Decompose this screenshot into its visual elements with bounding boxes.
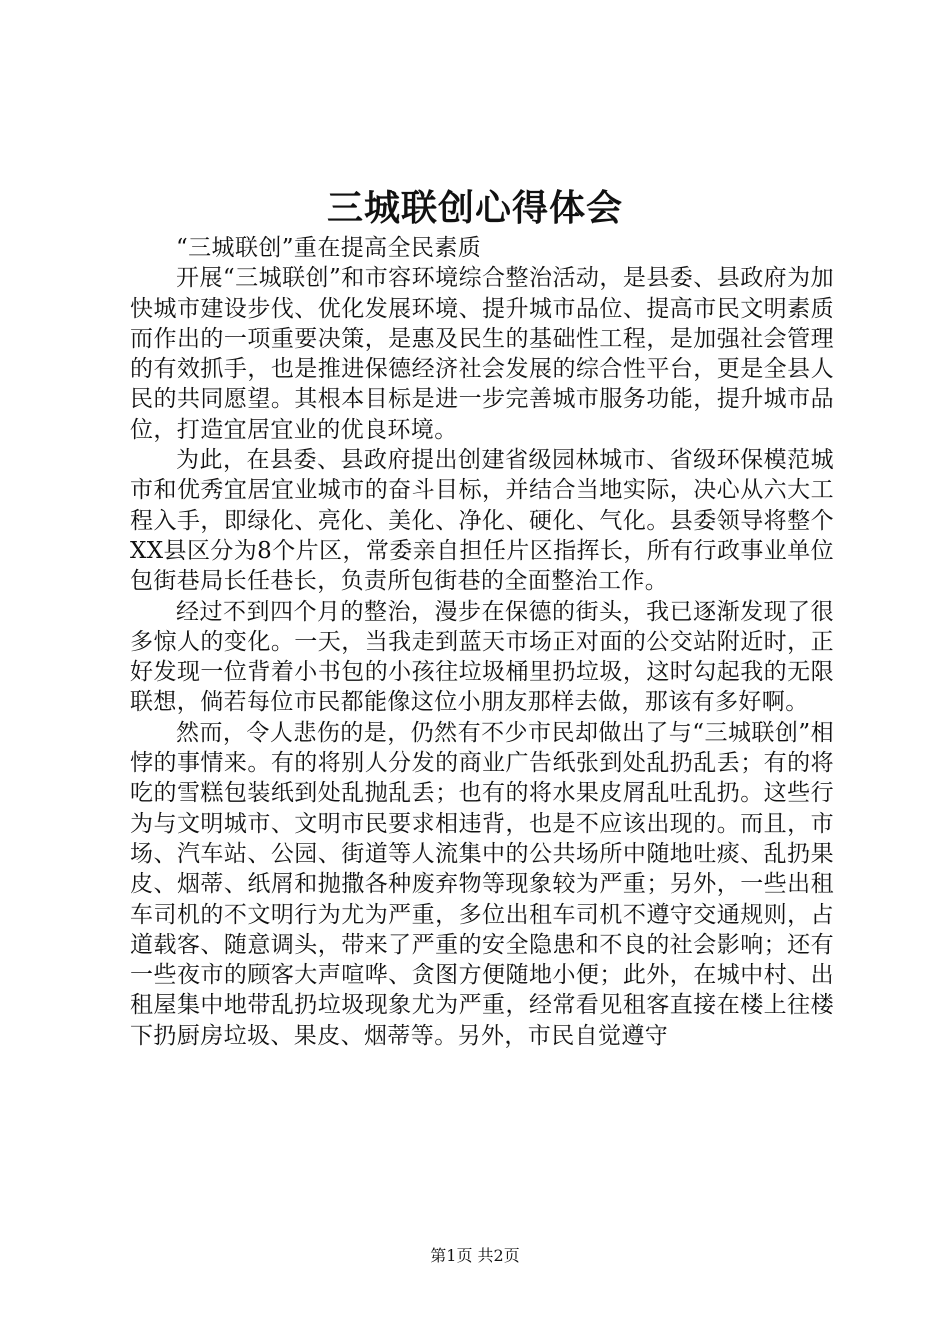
body-paragraph: 为此，在县委、县政府提出创建省级园林城市、省级环保模范城市和优秀宜居宜业城市的奋斗目标，并结合当地实际，决心从六大工程入手，即绿化、亮化、美化、净化、硬化、气化。县委领导将整个XX县区分为8个片区，常委亲自担任片区指挥长，所有行政事业单位包街巷局长任巷长，负责所包街巷的全面整治工作。 [130, 447, 834, 595]
document-title: 三城联创心得体会 [326, 187, 623, 229]
body-paragraph: 开展“三城联创”和市容环境综合整治活动，是县委、县政府为加快城市建设步伐、优化发展环境、提升城市品位、提高市民文明素质而作出的一项重要决策，是惠及民生的基础性工程，是加强社会管理的有效抓手，也是推进保德经济社会发展的综合性平台，更是全县人民的共同愿望。其根本目标是进一步完善城市服务功能，提升城市品位，打造宜居宜业的优良环境。 [130, 265, 834, 443]
page-footer: 第1页 共2页 [430, 1246, 520, 1265]
subtitle-paragraph: “三城联创”重在提高全民素质 [176, 235, 482, 261]
body-paragraph: 经过不到四个月的整治，漫步在保德的街头，我已逐渐发现了很多惊人的变化。一天，当我走到蓝天市场正对面的公交站附近时，正好发现一位背着小书包的小孩往垃圾桶里扔垃圾，这时勾起我的无限联想，倘若每位市民都能像这位小朋友那样去做，那该有多好啊。 [130, 598, 834, 716]
document-body [130, 233, 834, 1051]
body-paragraph: 然而，令人悲伤的是，仍然有不少市民却做出了与“三城联创”相悖的事情来。有的将别人分发的商业广告纸张到处乱扔乱丢；有的将吃的雪糕包装纸到处乱抛乱丢；也有的将水果皮屑乱吐乱扔。这些行为与文明城市、文明市民要求相违背，也是不应该出现的。而且，市场、汽车站、公园、街道等人流集中的公共场所中随地吐痰、乱扔果皮、烟蒂、纸屑和抛撒各种废弃物等现象较为严重；另外，一些出租车司机的不文明行为尤为严重，多位出租车司机不遵守交通规则，占道载客、随意调头，带来了严重的安全隐患和不良的社会影响；还有一些夜市的顾客大声喧哗、贪图方便随地小便；此外，在城中村、出租屋集中地带乱扔垃圾现象尤为严重，经常看见租客直接在楼上往楼下扔厨房垃圾、果皮、烟蒂等。另外，市民自觉遵守 [130, 719, 834, 1049]
